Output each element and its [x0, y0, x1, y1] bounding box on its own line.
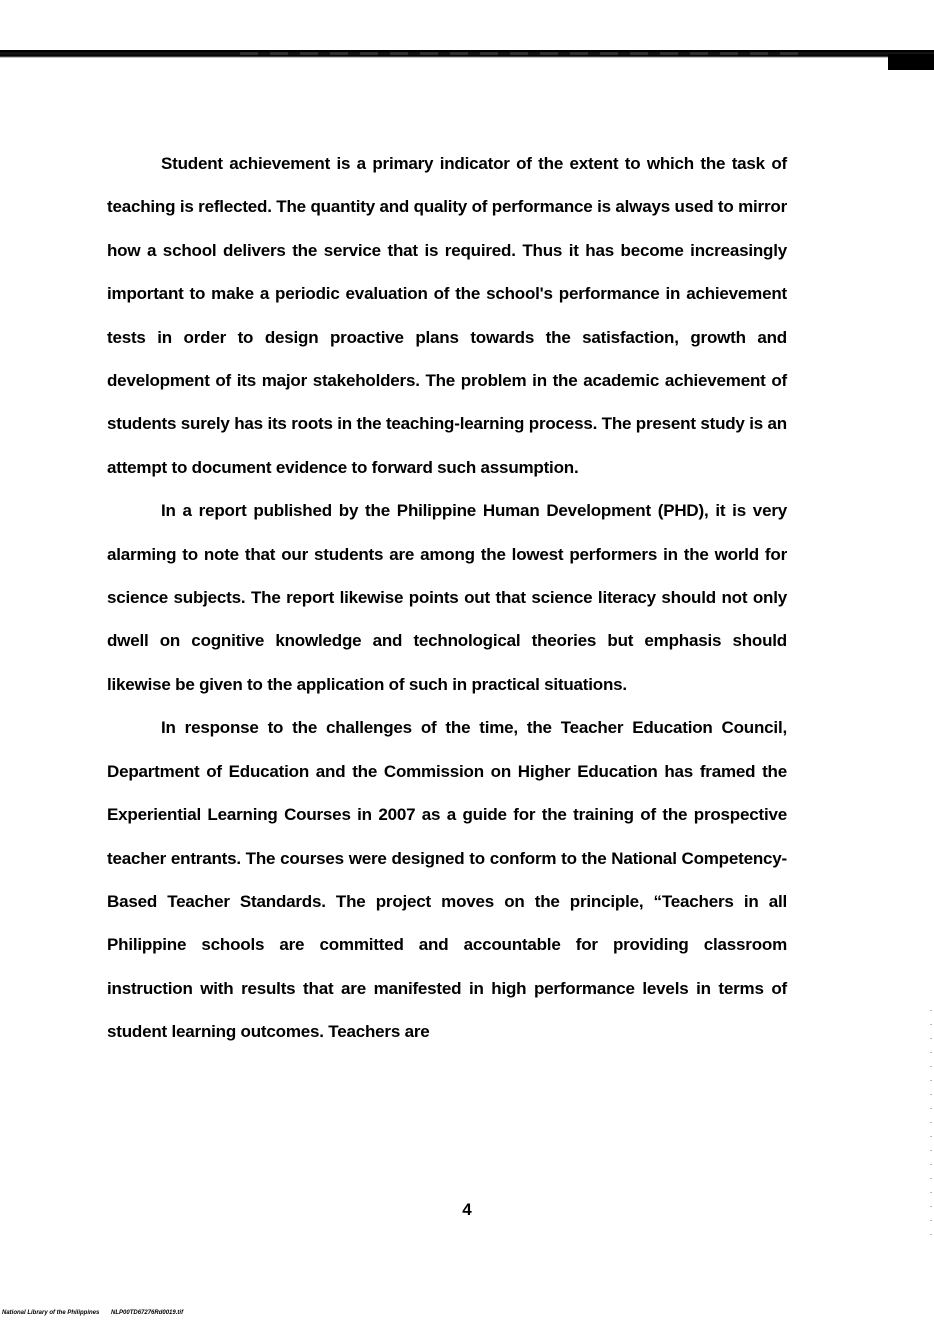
scan-border-line [0, 50, 934, 58]
paragraph-experiential-learning: In response to the challenges of the time, the Teacher Education Council, Department of Education and the Commission on Higher Education has framed the Experiential Learning Courses in 2007 as a guide for the training of the prospective teacher entrants. The courses were designed to conform to the National Competency-Based Teacher Standards. The project moves on the principle, “Teachers in all Philippine schools are committed and accountable for providing classroom instruction with results that are manifested in high performance levels in terms of student learning outcomes. Teachers are [107, 718, 787, 1042]
footer-library-name: National Library of the Philippines [2, 1310, 100, 1316]
scan-corner-mark [888, 54, 934, 70]
scan-footer [2, 1310, 183, 1316]
page-number: 4 [462, 1200, 472, 1219]
paragraph-student-achievement: Student achievement is a primary indicator of the extent to which the task of teaching is reflected. The quantity and quality of performance is always used to mirror how a school delivers the service that is required. Thus it has become increasingly important to make a periodic evaluation of the school's performance in achievement tests in order to design proactive plans towards the satisfaction, growth and development of its major stakeholders. The problem in the academic achievement of students surely has its roots in the teaching-learning process. The present study is an attempt to document evidence to forward such assumption. [107, 154, 787, 477]
paragraph-phd-report: In a report published by the Philippine Human Development (PHD), it is very alarming to note that our students are among the lowest performers in the world for science subjects. The report likewise points out that science literacy should not only dwell on cognitive knowledge and technological theories but emphasis should likewise be given to the application of such in practical situations. [107, 501, 787, 694]
scan-edge-specks [930, 1010, 932, 1240]
document-body [107, 142, 787, 1054]
footer-file-name: NLP00TD67276Rd0019.tif [111, 1310, 184, 1316]
